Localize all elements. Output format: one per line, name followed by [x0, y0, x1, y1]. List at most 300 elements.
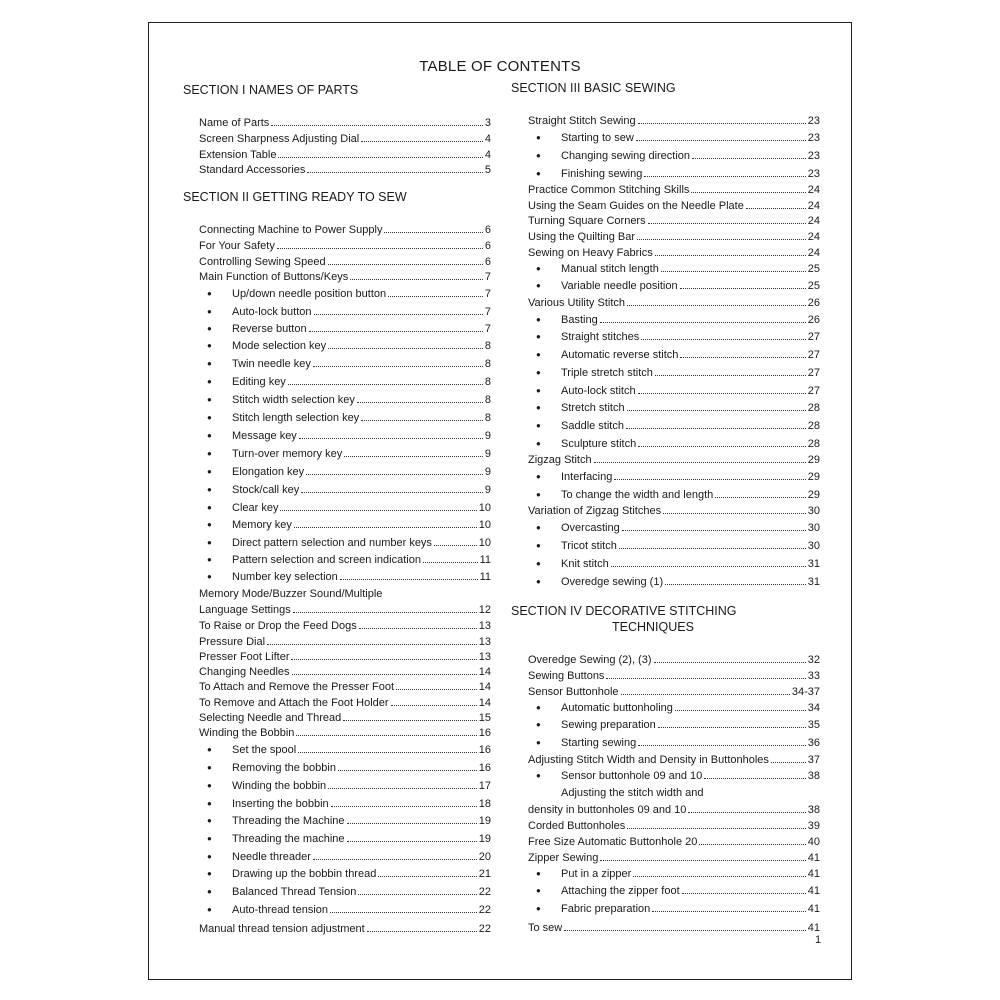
right-toc-entry [528, 261, 820, 277]
left-toc-entry [199, 902, 491, 918]
right-toc-entry [528, 556, 820, 572]
toc-entry-label: ● Sensor buttonhole 09 and 10 [528, 768, 702, 784]
toc-entry-page: 31 [807, 576, 820, 588]
toc-entry-label: ● Starting to sew [528, 130, 634, 146]
dot-leader [611, 566, 806, 567]
page-number: 1 [815, 934, 822, 946]
toc-entry-page: 41 [807, 852, 820, 864]
dot-leader [655, 375, 806, 376]
dot-leader [688, 812, 805, 813]
toc-entry-label: ● Fabric preparation [528, 901, 650, 917]
toc-entry-label: To Remove and Attach the Foot Holder [199, 697, 389, 709]
dot-leader [658, 727, 806, 728]
dot-leader [627, 828, 806, 829]
toc-entry-page: 38 [807, 804, 820, 816]
toc-entry-label: ● Manual stitch length [528, 261, 659, 277]
left-toc-entry [199, 695, 491, 711]
left-toc-entry [199, 356, 491, 372]
toc-entry-label: ● Auto-thread tension [199, 902, 328, 918]
right-toc-entry [528, 278, 820, 294]
toc-entry-page: 21 [478, 868, 491, 880]
toc-entry-label: Zipper Sewing [528, 852, 599, 864]
toc-entry-page: 8 [484, 394, 491, 406]
toc-entry-page: 23 [807, 168, 820, 180]
toc-entry-label: ● Up/down needle position button [199, 286, 386, 302]
toc-entry-label: Extension Table [199, 149, 277, 161]
toc-entry-label: ● Auto-lock stitch [528, 383, 636, 399]
dot-leader [638, 446, 806, 447]
toc-entry-label: ● Knit stitch [528, 556, 609, 572]
left-toc-entry [199, 831, 491, 847]
toc-entry-page: 11 [479, 554, 491, 566]
toc-entry-label: ● Stitch length selection key [199, 410, 359, 426]
toc-entry-label: ● Starting sewing [528, 735, 636, 751]
right-toc-entry [528, 383, 820, 399]
right-toc-entry [528, 245, 820, 261]
toc-entry-label: ● Auto-lock button [199, 304, 312, 320]
page-title: TABLE OF CONTENTS [419, 58, 581, 75]
section-heading-1: SECTION I NAMES OF PARTS [183, 83, 359, 97]
toc-entry-label: Winding the Bobbin [199, 727, 295, 739]
toc-entry-page: 16 [478, 744, 491, 756]
toc-entry-page: 22 [478, 904, 491, 916]
toc-entry-page: 40 [807, 836, 820, 848]
toc-entry-label: Memory Mode/Buzzer Sound/Multiple [199, 588, 383, 600]
left-toc-entry [199, 634, 491, 650]
right-toc-entry [528, 295, 820, 311]
toc-entry-label: Changing Needles [199, 666, 290, 678]
dot-leader [680, 288, 806, 289]
dot-leader [600, 322, 806, 323]
dot-leader [330, 912, 477, 913]
toc-entry-label: ● Memory key [199, 517, 292, 533]
toc-entry-label: Connecting Machine to Power Supply [199, 224, 383, 236]
dot-leader [636, 140, 806, 141]
dot-leader [621, 694, 790, 695]
section-heading-4: SECTION IV DECORATIVE STITCHING [511, 604, 737, 618]
dot-leader [358, 894, 476, 895]
toc-entry-page: 9 [484, 466, 491, 478]
toc-entry-page: 24 [807, 184, 820, 196]
left-toc-entry [199, 849, 491, 865]
toc-entry-label: Pressure Dial [199, 636, 266, 648]
dot-leader [648, 223, 806, 224]
dot-leader [704, 778, 805, 779]
toc-entry-page: 23 [807, 115, 820, 127]
toc-entry-label: Corded Buttonholes [528, 820, 626, 832]
toc-entry-label: Sewing Buttons [528, 670, 605, 682]
dot-leader [637, 239, 806, 240]
toc-entry-page: 33 [807, 670, 820, 682]
section-heading-4-cont: TECHNIQUES [612, 620, 694, 634]
toc-entry-label: ● Clear key [199, 500, 278, 516]
toc-entry-label: ● To change the width and length [528, 487, 713, 503]
dot-leader [638, 745, 806, 746]
dot-leader [771, 762, 806, 763]
toc-entry-page: 10 [478, 519, 491, 531]
toc-entry-page: 16 [478, 727, 491, 739]
toc-entry-label: Standard Accessories [199, 164, 306, 176]
toc-entry-label: Adjusting Stitch Width and Density in Buttonholes [528, 754, 769, 766]
dot-leader [614, 479, 805, 480]
toc-entry-label: Sensor Buttonhole [528, 686, 619, 698]
dot-leader [309, 331, 483, 332]
toc-entry-page: 26 [807, 297, 820, 309]
dot-leader [361, 141, 483, 142]
toc-entry-page: 18 [478, 798, 491, 810]
toc-entry-label: ● Turn-over memory key [199, 446, 342, 462]
left-toc-entry [199, 304, 491, 320]
dot-leader [306, 474, 483, 475]
toc-entry-page: 29 [807, 454, 820, 466]
toc-entry-label: ● Needle threader [199, 849, 311, 865]
right-toc-entry [528, 901, 820, 917]
right-toc-entry [528, 503, 820, 519]
dot-leader [715, 497, 805, 498]
left-toc-entry [199, 392, 491, 408]
dot-leader [388, 296, 483, 297]
toc-entry-page: 24 [807, 247, 820, 259]
left-toc-entry [199, 618, 491, 634]
toc-entry-label: ● Number key selection [199, 569, 338, 585]
dot-leader [682, 893, 806, 894]
right-toc-entry [528, 834, 820, 850]
left-toc-entry [199, 410, 491, 426]
dot-leader [338, 770, 477, 771]
dot-leader [652, 911, 805, 912]
toc-entry-page: 28 [807, 402, 820, 414]
toc-entry-label: Using the Quilting Bar [528, 231, 635, 243]
right-toc-entry [528, 717, 820, 733]
toc-entry-label: Language Settings [199, 604, 291, 616]
toc-entry-page: 36 [807, 737, 820, 749]
dot-leader [296, 735, 476, 736]
toc-entry-page: 22 [478, 923, 491, 935]
toc-entry-label: Screen Sharpness Adjusting Dial [199, 133, 360, 145]
toc-entry-label: Straight Stitch Sewing [528, 115, 636, 127]
toc-entry-label: ● Put in a zipper [528, 866, 631, 882]
toc-entry-label: To Attach and Remove the Presser Foot [199, 681, 395, 693]
dot-leader [280, 510, 476, 511]
left-toc-entry [199, 131, 491, 147]
right-toc-entry [528, 520, 820, 536]
right-toc-entry [528, 802, 820, 818]
toc-entry-page: 13 [478, 636, 491, 648]
toc-entry-page: 30 [807, 540, 820, 552]
toc-entry-page: 4 [484, 149, 491, 161]
toc-entry-page: 29 [807, 489, 820, 501]
dot-leader [277, 248, 483, 249]
toc-entry-page: 30 [807, 505, 820, 517]
toc-entry-page: 7 [484, 323, 491, 335]
dot-leader [622, 530, 806, 531]
toc-entry-page: 35 [807, 719, 820, 731]
dot-leader [564, 930, 806, 931]
dot-leader [347, 841, 477, 842]
right-toc-entry [528, 920, 820, 936]
dot-leader [313, 859, 477, 860]
toc-entry-label: ● Removing the bobbin [199, 760, 336, 776]
toc-entry-label: ● Balanced Thread Tension [199, 884, 356, 900]
left-toc-entry [199, 602, 491, 618]
dot-leader [680, 357, 805, 358]
toc-entry-page: 27 [807, 367, 820, 379]
toc-entry-label: ● Overcasting [528, 520, 620, 536]
dot-leader [594, 462, 806, 463]
toc-entry-page: 27 [807, 331, 820, 343]
toc-entry-page: 25 [807, 263, 820, 275]
right-toc-entry [528, 418, 820, 434]
right-toc-entry [528, 229, 820, 245]
toc-entry-label: Name of Parts [199, 117, 270, 129]
left-toc-entry [199, 286, 491, 302]
dot-leader [278, 157, 482, 158]
dot-leader [267, 644, 477, 645]
toc-entry-page: 9 [484, 430, 491, 442]
left-toc-entry [199, 254, 491, 270]
toc-entry-page: 7 [484, 288, 491, 300]
toc-entry-label: ● Direct pattern selection and number keys [199, 535, 432, 551]
left-toc-entry [199, 147, 491, 163]
toc-entry-label: ● Twin needle key [199, 356, 311, 372]
toc-entry-page: 6 [484, 224, 491, 236]
dot-leader [343, 720, 476, 721]
dot-leader [396, 689, 477, 690]
toc-entry-label: ● Interfacing [528, 469, 612, 485]
dot-leader [378, 876, 476, 877]
toc-entry-label: Variation of Zigzag Stitches [528, 505, 662, 517]
dot-leader [641, 339, 805, 340]
left-toc-entry [199, 778, 491, 794]
toc-entry-page: 4 [484, 133, 491, 145]
toc-entry-page: 34 [807, 702, 820, 714]
dot-leader [692, 158, 806, 159]
toc-entry-label: ● Elongation key [199, 464, 304, 480]
toc-entry-label: ● Triple stretch stitch [528, 365, 653, 381]
dot-leader [627, 305, 806, 306]
right-toc-entry [528, 347, 820, 363]
toc-entry-label: Presser Foot Lifter [199, 651, 290, 663]
left-toc-entry [199, 679, 491, 695]
toc-entry-label: ● Overedge sewing (1) [528, 574, 663, 590]
left-toc-entry [199, 269, 491, 285]
toc-entry-label: ● Message key [199, 428, 297, 444]
right-toc-entry [528, 113, 820, 129]
left-toc-entry [199, 338, 491, 354]
toc-entry-page: 31 [807, 558, 820, 570]
toc-entry-page: 24 [807, 200, 820, 212]
left-toc-entry [199, 321, 491, 337]
toc-entry-page: 15 [478, 712, 491, 724]
left-toc-entry [199, 222, 491, 238]
right-toc-entry [528, 436, 820, 452]
toc-entry-label: ● Pattern selection and screen indication [199, 552, 421, 568]
right-toc-entry [528, 400, 820, 416]
toc-entry-label: ● Saddle stitch [528, 418, 624, 434]
right-toc-entry [528, 768, 820, 784]
dot-leader [328, 788, 477, 789]
dot-leader [307, 172, 482, 173]
left-toc-entry [199, 374, 491, 390]
toc-entry-page: 38 [807, 770, 820, 782]
left-toc-entry [199, 796, 491, 812]
right-toc-entry [528, 652, 820, 668]
toc-entry-label: ● Straight stitches [528, 329, 639, 345]
toc-entry-label: ● Mode selection key [199, 338, 326, 354]
right-toc-entry [528, 866, 820, 882]
toc-entry-page: 19 [478, 815, 491, 827]
toc-entry-page: 12 [478, 604, 491, 616]
toc-entry-label: ● Stretch stitch [528, 400, 625, 416]
toc-entry-label: Main Function of Buttons/Keys [199, 271, 349, 283]
right-toc-entry [528, 312, 820, 328]
toc-entry-label: ● Attaching the zipper foot [528, 883, 680, 899]
toc-entry-label: ● Reverse button [199, 321, 307, 337]
dot-leader [293, 612, 477, 613]
left-toc-entry [199, 535, 491, 551]
dot-leader [600, 860, 805, 861]
right-toc-entry [528, 365, 820, 381]
right-toc-entry [528, 452, 820, 468]
toc-entry-page: 8 [484, 376, 491, 388]
toc-entry-label: ● Variable needle position [528, 278, 678, 294]
toc-entry-page: 6 [484, 240, 491, 252]
toc-entry-page: 17 [478, 780, 491, 792]
toc-entry-page: 8 [484, 340, 491, 352]
toc-entry-page: 8 [484, 358, 491, 370]
toc-entry-page: 41 [807, 885, 820, 897]
toc-entry-label: Selecting Needle and Thread [199, 712, 342, 724]
dot-leader [638, 123, 806, 124]
dot-leader [675, 710, 806, 711]
dot-leader [350, 279, 483, 280]
toc-entry-page: 30 [807, 522, 820, 534]
left-toc-entry [199, 760, 491, 776]
toc-entry-page: 23 [807, 132, 820, 144]
right-toc-entry [528, 538, 820, 554]
toc-entry-label: ● Sculpture stitch [528, 436, 636, 452]
dot-leader [328, 348, 483, 349]
right-toc-entry [528, 574, 820, 590]
dot-leader [434, 545, 477, 546]
left-toc-entry [199, 710, 491, 726]
toc-entry-page: 34-37 [791, 686, 820, 698]
toc-entry-page: 26 [807, 314, 820, 326]
right-toc-entry [528, 700, 820, 716]
toc-entry-page: 10 [478, 502, 491, 514]
toc-entry-label: Sewing on Heavy Fabrics [528, 247, 653, 259]
left-toc-entry [199, 866, 491, 882]
toc-entry-page: 25 [807, 280, 820, 292]
dot-leader [655, 255, 806, 256]
right-toc-entry [528, 213, 820, 229]
right-toc-entry [528, 752, 820, 768]
toc-entry-label: To Raise or Drop the Feed Dogs [199, 620, 357, 632]
toc-entry-page: 39 [807, 820, 820, 832]
toc-entry-label: Various Utility Stitch [528, 297, 625, 309]
toc-entry-label: Free Size Automatic Buttonhole 20 [528, 836, 698, 848]
toc-entry-label: ● Tricot stitch [528, 538, 617, 554]
toc-entry-page: 9 [484, 448, 491, 460]
dot-leader [347, 823, 477, 824]
dot-leader [626, 428, 806, 429]
toc-entry-page: 7 [484, 306, 491, 318]
dot-leader [361, 420, 483, 421]
section-heading-2: SECTION II GETTING READY TO SEW [183, 190, 407, 204]
toc-entry-label: ● Drawing up the bobbin thread [199, 866, 376, 882]
toc-entry-page: 27 [807, 349, 820, 361]
dot-leader [367, 931, 477, 932]
dot-leader [606, 678, 805, 679]
dot-leader [299, 438, 483, 439]
dot-leader [627, 410, 806, 411]
toc-entry-label: ● Stitch width selection key [199, 392, 355, 408]
toc-entry-label: For Your Safety [199, 240, 275, 252]
toc-entry-label: ● Finishing sewing [528, 166, 642, 182]
toc-entry-page: 20 [478, 851, 491, 863]
toc-entry-label: Adjusting the stitch width and [561, 787, 704, 799]
toc-entry-label: ● Editing key [199, 374, 286, 390]
right-toc-entry [528, 166, 820, 182]
dot-leader [328, 264, 483, 265]
toc-entry-page: 41 [807, 868, 820, 880]
right-toc-entry [528, 883, 820, 899]
dot-leader [423, 562, 478, 563]
dot-leader [314, 314, 483, 315]
dot-leader [298, 752, 477, 753]
section-heading-3: SECTION III BASIC SEWING [511, 81, 676, 95]
right-toc-entry [528, 818, 820, 834]
toc-entry-page: 23 [807, 150, 820, 162]
toc-entry-label: ● Threading the machine [199, 831, 345, 847]
dot-leader [301, 492, 483, 493]
toc-entry-label: ● Threading the Machine [199, 813, 345, 829]
toc-entry-page: 41 [807, 922, 820, 934]
toc-entry-page: 16 [478, 762, 491, 774]
right-toc-entry [528, 148, 820, 164]
left-toc-entry [199, 725, 491, 741]
dot-leader [391, 705, 477, 706]
left-toc-entry [199, 921, 491, 937]
dot-leader [633, 876, 805, 877]
toc-entry-label: Turning Square Corners [528, 215, 646, 227]
left-toc-entry [199, 482, 491, 498]
right-toc-entry [528, 785, 820, 801]
dot-leader [344, 456, 483, 457]
toc-entry-page: 24 [807, 231, 820, 243]
right-toc-entry [528, 850, 820, 866]
dot-leader [331, 806, 477, 807]
toc-entry-label: ● Automatic buttonholing [528, 700, 673, 716]
toc-entry-label: ● Set the spool [199, 742, 296, 758]
toc-entry-label: ● Changing sewing direction [528, 148, 690, 164]
dot-leader [357, 402, 483, 403]
dot-leader [271, 125, 483, 126]
toc-entry-label: Practice Common Stitching Skills [528, 184, 690, 196]
dot-leader [384, 232, 482, 233]
left-toc-entry [199, 552, 491, 568]
left-toc-entry [199, 569, 491, 585]
dot-leader [294, 527, 477, 528]
left-toc-entry [199, 115, 491, 131]
dot-leader [359, 628, 477, 629]
left-toc-entry [199, 446, 491, 462]
dot-leader [665, 584, 806, 585]
toc-entry-label: Manual thread tension adjustment [199, 923, 365, 935]
toc-entry-label: Using the Seam Guides on the Needle Plate [528, 200, 744, 212]
toc-entry-page: 8 [484, 412, 491, 424]
dot-leader [663, 513, 806, 514]
